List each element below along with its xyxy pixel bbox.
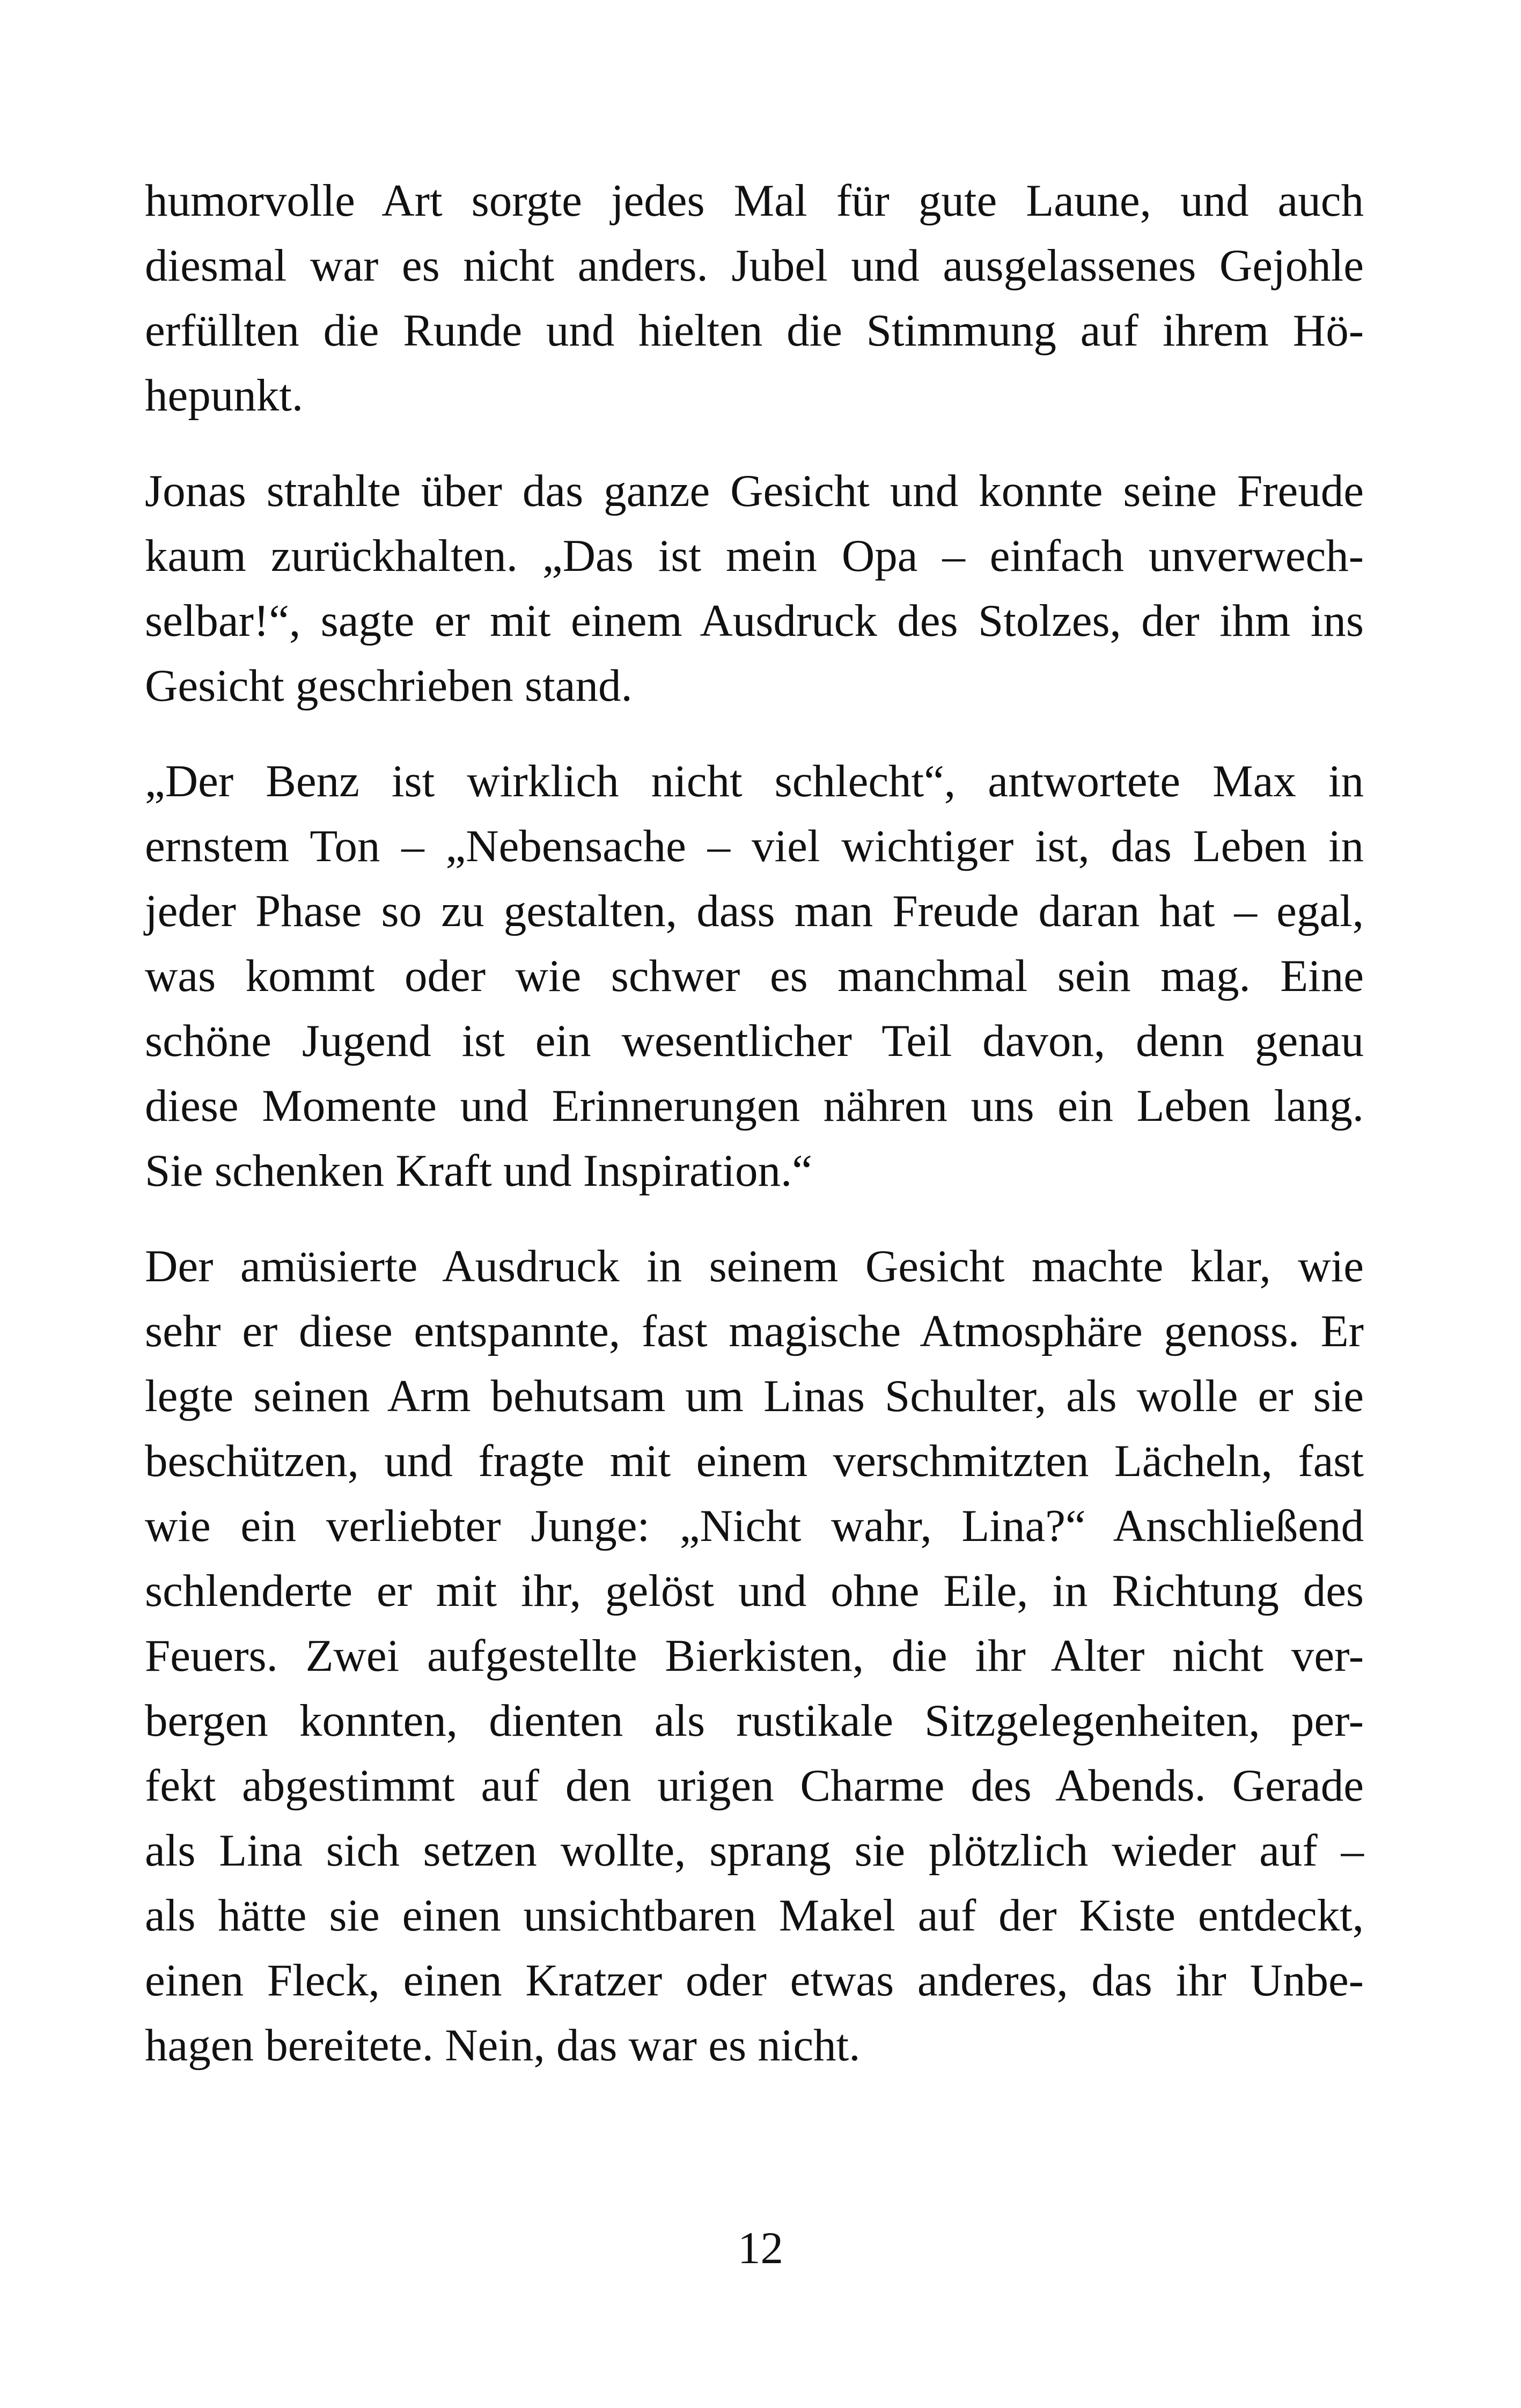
paragraph bbox=[145, 1234, 1364, 2078]
text-line: Gesicht geschrieben stand. bbox=[145, 660, 633, 711]
text-line: wie ein verliebter Junge: „Nicht wahr, Lina?“ Anschließend bbox=[145, 1501, 1364, 1551]
paragraph-spacing bbox=[145, 718, 1364, 749]
text-line: jeder Phase so zu gestalten, dass man Freude daran hat – egal, bbox=[145, 886, 1364, 936]
text-line: Jonas strahlte über das ganze Gesicht und konnte seine Freude bbox=[145, 466, 1364, 516]
text-line: Der amüsierte Ausdruck in seinem Gesicht machte klar, wie bbox=[145, 1241, 1364, 1291]
text-line: hagen bereitete. Nein, das war es nicht. bbox=[145, 2020, 861, 2071]
text-line: fekt abgestimmt auf den urigen Charme des Abends. Gerade bbox=[145, 1760, 1364, 1811]
text-line: Sie schenken Kraft und Inspiration.“ bbox=[145, 1146, 812, 1196]
text-line: Feuers. Zwei aufgestellte Bierkisten, die ihr Alter nicht ver- bbox=[145, 1631, 1364, 1681]
text-line: humorvolle Art sorgte jedes Mal für gute Laune, und auch bbox=[145, 175, 1364, 226]
text-line: einen Fleck, einen Kratzer oder etwas anderes, das ihr Unbe- bbox=[145, 1955, 1364, 2006]
text-line: diesmal war es nicht anders. Jubel und ausgelassenes Gejohle bbox=[145, 240, 1364, 291]
paragraph bbox=[145, 168, 1364, 428]
page-number: 12 bbox=[738, 2223, 783, 2273]
paragraph bbox=[145, 459, 1364, 718]
text-line: beschützen, und fragte mit einem verschmitzten Lächeln, fast bbox=[145, 1436, 1364, 1486]
text-line: hepunkt. bbox=[145, 370, 304, 421]
text-line: schlenderte er mit ihr, gelöst und ohne Eile, in Richtung des bbox=[145, 1566, 1364, 1616]
text-line: diese Momente und Erinnerungen nähren uns ein Leben lang. bbox=[145, 1081, 1364, 1131]
text-line: schöne Jugend ist ein wesentlicher Teil davon, denn genau bbox=[145, 1016, 1364, 1066]
text-line: erfüllten die Runde und hielten die Stimmung auf ihrem Hö- bbox=[145, 305, 1364, 356]
text-line: als hätte sie einen unsichtbaren Makel auf der Kiste entdeckt, bbox=[145, 1890, 1364, 1941]
text-line: selbar!“, sagte er mit einem Ausdruck des Stolzes, der ihm ins bbox=[145, 596, 1364, 646]
body-text bbox=[145, 168, 1364, 2078]
text-line: sehr er diese entspannte, fast magische Atmosphäre genoss. Er bbox=[145, 1306, 1364, 1356]
paragraph-spacing bbox=[145, 1203, 1364, 1234]
text-line: als Lina sich setzen wollte, sprang sie plötzlich wieder auf – bbox=[145, 1825, 1364, 1876]
paragraph bbox=[145, 749, 1364, 1203]
text-line: kaum zurückhalten. „Das ist mein Opa – einfach unverwech- bbox=[145, 531, 1364, 581]
text-line: ernstem Ton – „Nebensache – viel wichtiger ist, das Leben in bbox=[145, 821, 1364, 871]
text-line: „Der Benz ist wirklich nicht schlecht“, antwortete Max in bbox=[145, 756, 1364, 806]
paragraph-spacing bbox=[145, 428, 1364, 459]
text-line: legte seinen Arm behutsam um Linas Schulter, als wolle er sie bbox=[145, 1371, 1364, 1421]
text-line: bergen konnten, dienten als rustikale Sitzgelegenheiten, per- bbox=[145, 1695, 1364, 1746]
text-line: was kommt oder wie schwer es manchmal sein mag. Eine bbox=[145, 951, 1364, 1001]
